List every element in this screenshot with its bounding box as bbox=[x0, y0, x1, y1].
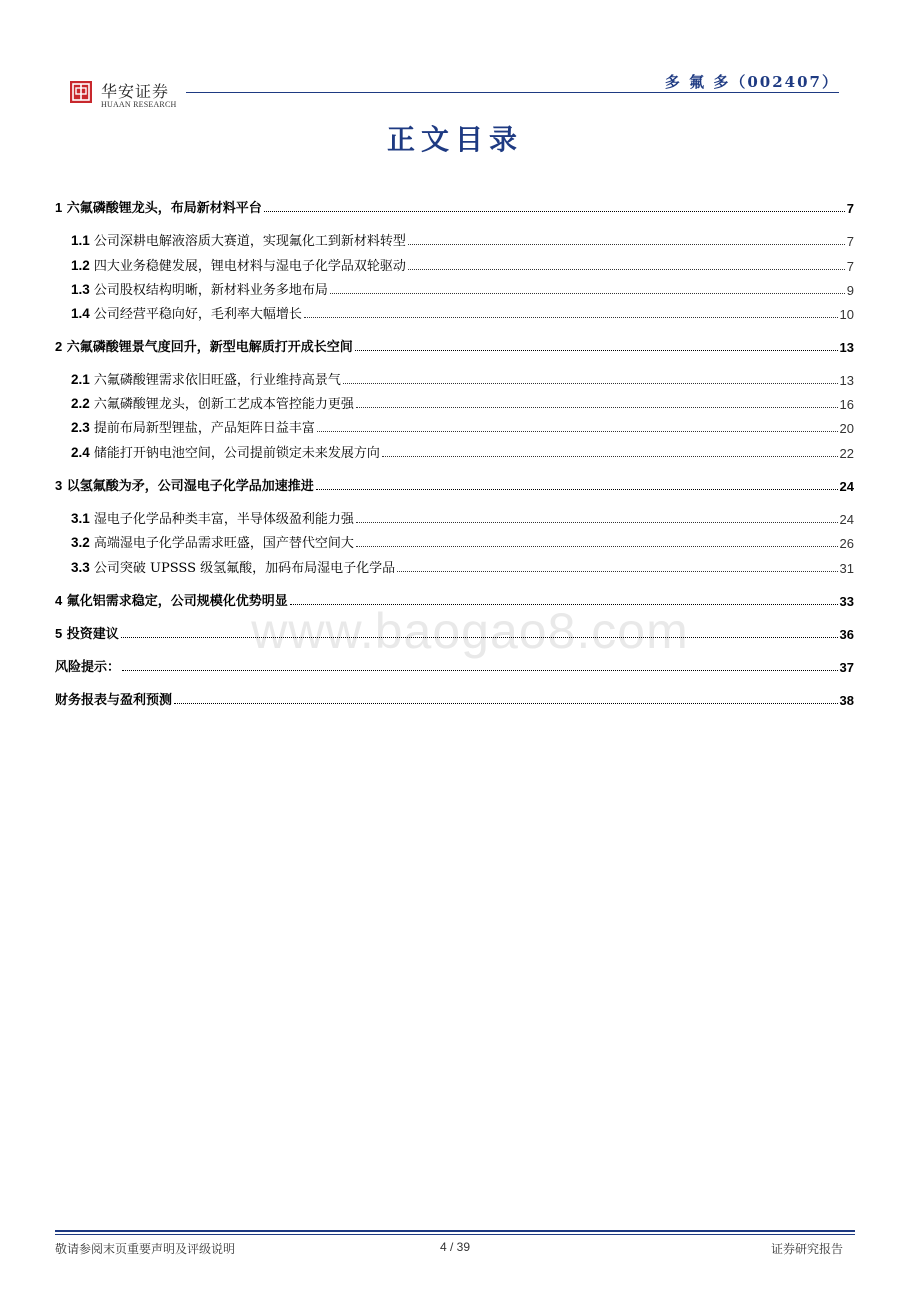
toc-section-number: 1 bbox=[55, 200, 63, 215]
page-number: 4 / 39 bbox=[439, 1240, 471, 1254]
toc-section-number: 3.1 bbox=[71, 511, 90, 526]
toc-section-number: 3.2 bbox=[71, 535, 90, 550]
toc-page-number: 36 bbox=[839, 627, 854, 642]
toc-dot-leader bbox=[122, 670, 838, 671]
toc-dot-leader bbox=[356, 522, 838, 523]
toc-entry-title bbox=[71, 393, 354, 412]
toc-entry-title bbox=[71, 417, 315, 436]
toc-dot-leader bbox=[382, 456, 838, 457]
footer-divider bbox=[55, 1230, 855, 1232]
logo-english-text: HUAAN RESEARCH bbox=[101, 100, 177, 109]
toc-entry[interactable] bbox=[55, 335, 854, 355]
toc-entry-title bbox=[55, 656, 120, 675]
toc-page-number: 37 bbox=[839, 660, 854, 675]
toc-page-number: 9 bbox=[846, 283, 854, 298]
toc-section-number: 2.1 bbox=[71, 372, 90, 387]
toc-dot-leader bbox=[290, 604, 838, 605]
toc-entry-title bbox=[71, 303, 302, 322]
toc-page-number: 24 bbox=[839, 479, 854, 494]
toc-section-label: 湿电子化学品种类丰富，半导体级盈利能力强 bbox=[89, 512, 354, 527]
toc-entry-title bbox=[55, 623, 119, 642]
toc-page-number: 7 bbox=[846, 234, 854, 249]
toc-entry[interactable] bbox=[55, 278, 854, 298]
toc-section-label: 以氢氟酸为矛，公司湿电子化学品加速推进 bbox=[62, 479, 314, 494]
toc-dot-leader bbox=[264, 211, 845, 212]
toc-entry-title bbox=[71, 532, 354, 551]
toc-entry-title bbox=[71, 230, 406, 249]
toc-page-number: 7 bbox=[846, 201, 854, 216]
toc-dot-leader bbox=[356, 546, 838, 547]
toc-dot-leader bbox=[397, 571, 837, 572]
toc-page-number: 31 bbox=[839, 561, 854, 576]
toc-page-number: 13 bbox=[839, 340, 854, 355]
toc-page-number: 20 bbox=[839, 421, 854, 436]
company-logo bbox=[69, 78, 189, 112]
toc-section-number: 2.3 bbox=[71, 420, 90, 435]
toc-entry[interactable] bbox=[55, 302, 854, 322]
toc-entry[interactable] bbox=[55, 556, 854, 576]
toc-page-number: 16 bbox=[839, 397, 854, 412]
toc-entry[interactable] bbox=[55, 474, 854, 494]
toc-entry[interactable] bbox=[55, 507, 854, 527]
toc-entry-title bbox=[71, 279, 328, 298]
toc-entry[interactable] bbox=[55, 196, 854, 216]
header-divider bbox=[186, 92, 839, 93]
toc-section-number: 2.2 bbox=[71, 396, 90, 411]
toc-entry-title bbox=[55, 475, 314, 494]
toc-entry-title bbox=[71, 255, 406, 274]
toc-section-label: 六氟磷酸锂龙头，布局新材料平台 bbox=[62, 201, 262, 216]
toc-section-number: 1.4 bbox=[71, 306, 90, 321]
toc-dot-leader bbox=[408, 269, 845, 270]
toc-entry[interactable] bbox=[55, 688, 854, 708]
toc-page-number: 24 bbox=[839, 512, 854, 527]
toc-dot-leader bbox=[304, 317, 838, 318]
toc-entry-title bbox=[55, 336, 353, 355]
toc-entry[interactable] bbox=[55, 229, 854, 249]
toc-section-number: 2.4 bbox=[71, 445, 90, 460]
page-header bbox=[0, 0, 920, 120]
toc-entry[interactable] bbox=[55, 416, 854, 436]
toc-entry-title bbox=[71, 557, 395, 576]
toc-section-label: 储能打开钠电池空间，公司提前锁定未来发展方向 bbox=[89, 446, 380, 461]
toc-entry[interactable] bbox=[55, 441, 854, 461]
toc-section-label: 公司深耕电解液溶质大赛道，实现氟化工到新材料转型 bbox=[89, 234, 406, 249]
toc-page-number: 38 bbox=[839, 693, 854, 708]
toc-section-number: 5 bbox=[55, 626, 63, 641]
footer-divider-thin bbox=[55, 1234, 855, 1235]
toc-page-number: 7 bbox=[846, 259, 854, 274]
toc-page-number: 10 bbox=[839, 307, 854, 322]
toc-section-number: 4 bbox=[55, 593, 63, 608]
toc-section-label: 高端湿电子化学品需求旺盛，国产替代空间大 bbox=[89, 536, 354, 551]
toc-entry[interactable] bbox=[55, 392, 854, 412]
toc-section-label: 风险提示： bbox=[55, 660, 121, 675]
toc-dot-leader bbox=[317, 431, 838, 432]
toc-entry-title bbox=[55, 197, 262, 216]
toc-page-number: 26 bbox=[839, 536, 854, 551]
logo-chinese-text: 华安证券 bbox=[101, 82, 170, 101]
toc-section-label: 投资建议 bbox=[62, 627, 119, 642]
page-title: 正文目录 bbox=[386, 123, 523, 156]
toc-section-number: 1.2 bbox=[71, 258, 90, 273]
watermark: www.baogao8.com bbox=[251, 603, 689, 659]
toc-section-label: 提前布局新型锂盐，产品矩阵日益丰富 bbox=[89, 421, 315, 436]
toc-section-label: 氟化铝需求稳定，公司规模化优势明显 bbox=[62, 594, 288, 609]
toc-entry-title bbox=[55, 689, 172, 708]
toc-dot-leader bbox=[316, 489, 838, 490]
footer-disclaimer-note: 敬请参阅末页重要声明及评级说明 bbox=[55, 1242, 236, 1256]
toc-page-number: 33 bbox=[839, 594, 854, 609]
report-company-code: 多 氟 多（002407） bbox=[664, 73, 839, 91]
toc-entry[interactable] bbox=[55, 531, 854, 551]
toc-section-label: 六氟磷酸锂景气度回升，新型电解质打开成长空间 bbox=[62, 340, 353, 355]
toc-section-number: 1.1 bbox=[71, 233, 90, 248]
huaan-logo-icon bbox=[69, 80, 93, 104]
toc-section-number: 3 bbox=[55, 478, 63, 493]
toc-entry-title bbox=[71, 442, 380, 461]
toc-dot-leader bbox=[343, 383, 838, 384]
toc-section-label: 公司股权结构明晰，新材料业务多地布局 bbox=[89, 283, 328, 298]
toc-dot-leader bbox=[121, 637, 838, 638]
toc-dot-leader bbox=[355, 350, 838, 351]
toc-section-label: 财务报表与盈利预测 bbox=[55, 693, 173, 708]
toc-entry[interactable] bbox=[55, 655, 854, 675]
toc-page-number: 13 bbox=[839, 373, 854, 388]
toc-dot-leader bbox=[174, 703, 838, 704]
toc-dot-leader bbox=[330, 293, 845, 294]
toc-entry-title bbox=[71, 369, 341, 388]
toc-dot-leader bbox=[408, 244, 845, 245]
toc-dot-leader bbox=[356, 407, 838, 408]
toc-entry[interactable] bbox=[55, 368, 854, 388]
toc-entry-title bbox=[55, 590, 288, 609]
toc-page-number: 22 bbox=[839, 446, 854, 461]
toc-section-label: 公司经营平稳向好，毛利率大幅增长 bbox=[89, 307, 302, 322]
footer-report-type: 证券研究报告 bbox=[770, 1242, 843, 1256]
toc-section-label: 六氟磷酸锂龙头，创新工艺成本管控能力更强 bbox=[89, 397, 354, 412]
toc-entry[interactable] bbox=[55, 589, 854, 609]
toc-entry-title bbox=[71, 508, 354, 527]
toc-section-number: 1.3 bbox=[71, 282, 90, 297]
toc-section-label: 四大业务稳健发展，锂电材料与湿电子化学品双轮驱动 bbox=[89, 259, 406, 274]
toc-section-number: 3.3 bbox=[71, 560, 90, 575]
toc-section-label: 公司突破 UPSSS 级氢氟酸，加码布局湿电子化学品 bbox=[89, 561, 396, 576]
toc-section-number: 2 bbox=[55, 339, 63, 354]
toc-entry[interactable] bbox=[55, 622, 854, 642]
toc-section-label: 六氟磷酸锂需求依旧旺盛，行业维持高景气 bbox=[89, 373, 341, 388]
toc-entry[interactable] bbox=[55, 254, 854, 274]
